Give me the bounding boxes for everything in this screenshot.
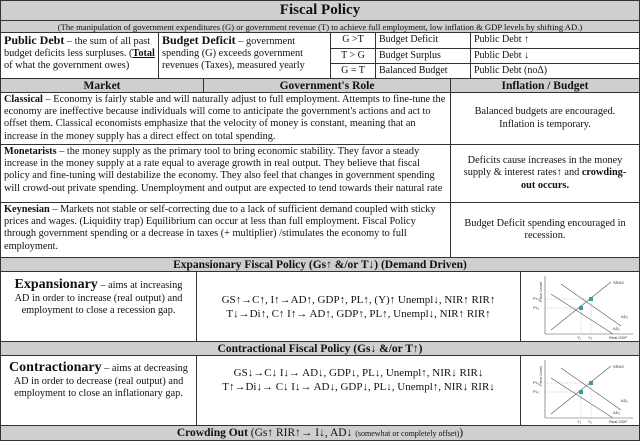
equilibrium-point	[579, 390, 583, 394]
equilibrium-point	[589, 297, 593, 301]
contractionary-graph	[520, 355, 640, 426]
expansionary-description	[0, 271, 197, 342]
budget-deficit-def: – government spending (G) exceeds government revenues (Taxes), measured yearly	[162, 36, 305, 72]
crowding-out-formula: (Gs↑ RIR↑→ I↓, AD↓	[247, 427, 356, 439]
school-name: Classical	[4, 94, 43, 105]
ad-label-upper: AD₁	[621, 398, 628, 403]
budget-table-cell: Public Debt ↑	[470, 32, 640, 49]
pl-label-upper: PL₂	[533, 296, 540, 301]
ad-label-upper: AD₂	[621, 314, 629, 319]
public-debt-def: the sum of all past budget deficits less surpluses. (	[4, 36, 151, 60]
expansionary-graph	[520, 271, 640, 342]
budget-table-cell: Public Debt (noΔ)	[470, 63, 640, 80]
crowding-out-row	[0, 425, 640, 441]
budget-table-cell: Budget Deficit	[375, 32, 471, 49]
inflation-budget-cell	[450, 92, 640, 145]
pl-label-lower: PL₁	[533, 305, 540, 310]
expansionary-header: Expansionary Fiscal Policy (Gs↑ &/or T↓) (Demand Driven)	[0, 257, 640, 272]
school-description: – Markets not stable or self-correcting due to a lack of sufficient demand coupled with sticky prices and wages. (Liquidity trap) Equilibrium can occur at less than full employment. Fiscal Policy through government spending or a decrease in taxes (+ multiplier) /stimulates the economy to full employment.	[4, 204, 436, 252]
contractional-header: Contractional Fiscal Policy (Gs↓ &/or T↑)	[0, 341, 640, 356]
contractionary-desc: – aims at decreasing AD in order to decrease (real output) and employment to close an inflationary gap.	[13, 363, 188, 399]
ad-label-lower: AD₂	[613, 410, 621, 415]
ad-label-lower: AD₁	[613, 326, 620, 331]
y1-label: Y₂	[577, 419, 582, 424]
budget-view: Deficits cause increases in the money supply & interest rates↑ and	[463, 155, 623, 179]
school-description: – Economy is fairly stable and will naturally adjust to full employment. Attempts to fine-tune the economy are ineffective because individuals will come to anticipate the government's actions and act to offset them. Classical economists emphasize that the velocity of money is constant, meaning that an increase in the money supply has a direct effect on total spending.	[4, 94, 446, 142]
budget-table-cell: Public Debt ↓	[470, 48, 640, 65]
equilibrium-point	[589, 381, 593, 385]
header-inflation-budget: Inflation / Budget	[450, 78, 640, 93]
y1-label: Y₁	[577, 335, 582, 340]
budget-table-cell: T > G	[330, 48, 376, 65]
public-debt-def-end: of what the government owes)	[4, 60, 130, 72]
inflation-budget-cell	[450, 144, 640, 203]
sras-label: SRAS	[613, 280, 624, 285]
school-monetarists	[0, 144, 451, 203]
x-axis-label: Real GDP	[609, 419, 628, 424]
budget-deficit-definition	[158, 32, 331, 79]
page-title: Fiscal Policy	[0, 0, 640, 21]
contractionary-description	[0, 355, 197, 426]
effects-line-2: T↓→Di↑, C↑ I↑→ AD↑, GDP↑, PL↑, Unempl↓, NIR↑ RIR↑	[226, 307, 491, 320]
school-classical	[0, 92, 451, 145]
x-axis-label: Real GDP	[609, 335, 628, 340]
contractionary-term: Contractionary	[9, 360, 102, 375]
public-debt-definition	[0, 32, 159, 79]
crowding-out-label: Crowding Out	[176, 427, 248, 439]
budget-table-cell: G >T	[330, 32, 376, 49]
pl-label-lower: PL₂	[533, 389, 540, 394]
budget-view-bold: crowding-out occurs.	[520, 167, 627, 191]
expansionary-term: Expansionary	[14, 277, 98, 292]
y2-label: Y₂	[588, 335, 593, 340]
effects-line-1: GS↓→C↓ I↓→ AD↓, GDP↓, PL↓, Unempl↑, NIR↓ RIR↓	[233, 367, 484, 379]
expansionary-desc: – aims at increasing AD in order to increase (real output) and employment to close a recession gap.	[14, 280, 183, 316]
total-word: Total	[132, 48, 155, 60]
crowding-out-note: (somewhat or completely offset)	[355, 428, 460, 438]
y2-label: Y₁	[588, 419, 593, 424]
header-government-role: Government's Role	[203, 78, 451, 93]
dash: –	[64, 36, 75, 47]
contractionary-effects	[196, 355, 521, 426]
inflation-budget-cell	[450, 202, 640, 258]
effects-line-2: T↑→Di↓→ C↓ I↓→ AD↓, GDP↓, PL↓, Unempl↑, NIR↓ RIR↓	[222, 381, 495, 393]
pl-label-upper: PL₁	[533, 380, 540, 385]
y-axis-label: Price Level	[538, 282, 543, 302]
school-name: Keynesian	[4, 204, 50, 215]
sras-label: SRAS	[613, 364, 624, 369]
header-market: Market	[0, 78, 204, 93]
budget-table-cell: G = T	[330, 63, 376, 80]
equilibrium-point	[579, 306, 583, 310]
budget-view: Balanced budgets are encouraged. Inflation is temporary.	[474, 106, 616, 130]
effects-line-1: GS↑→C↑, I↑→AD↑, GDP↑, PL↑, (Y)↑ Unempl↓, NIR↑ RIR↑	[221, 293, 496, 306]
paren: )	[459, 427, 464, 439]
budget-view: Budget Deficit spending encouraged in recession.	[464, 217, 626, 241]
school-keynesian	[0, 202, 451, 258]
public-debt-term: Public Debt	[4, 33, 65, 47]
school-name: Monetarists	[4, 146, 57, 157]
school-description: – the money supply as the primary tool to bring economic stability. They favor a steady increase in the money supply at a rate equal to average growth in real output. They believe that fiscal policy and fine-tuning will destabilize the economy. They also feel that changes in government spending will crowd-out private spending. Unemployment and output are expected to tend towards their natural rate	[4, 146, 443, 194]
expansionary-effects	[196, 271, 521, 342]
budget-deficit-term: Budget Deficit	[162, 33, 236, 47]
subtitle: (The manipulation of government expenditures (G) or government revenue (T) to achieve full employment, low inflation & GDP levels by shifting AD.)	[0, 20, 640, 33]
budget-table-cell: Balanced Budget	[375, 63, 471, 80]
y-axis-label: Price Level	[538, 366, 543, 386]
budget-table-cell: Budget Surplus	[375, 48, 471, 65]
